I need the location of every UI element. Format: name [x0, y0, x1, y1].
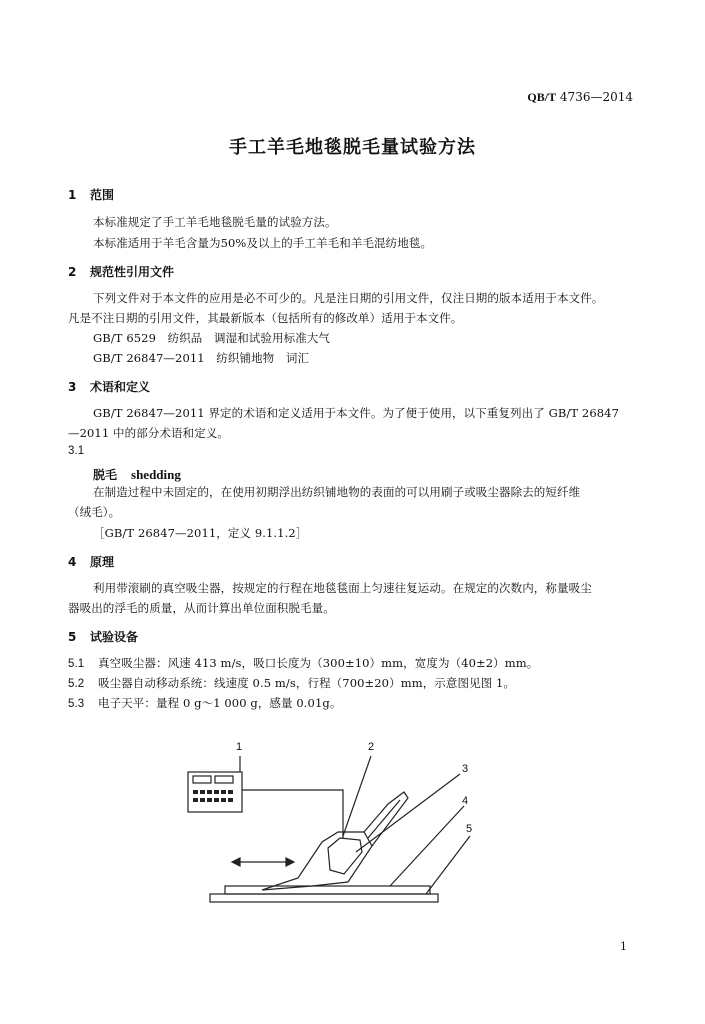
- section-title: 术语和定义: [90, 380, 151, 394]
- leader-line: [343, 756, 371, 836]
- equipment-item: [68, 655, 538, 671]
- item-number: 5.3: [68, 698, 85, 710]
- definition-line-2: （绒毛）。: [68, 505, 121, 519]
- item-number: 5.2: [68, 678, 85, 690]
- term-english: shedding: [131, 467, 181, 482]
- equipment-item: [68, 675, 515, 691]
- item-text: 电子天平：量程 0 g～1 000 g，感量 0.01g。: [98, 696, 342, 710]
- figure-label: 1: [236, 741, 243, 753]
- figure-label: 5: [466, 823, 473, 835]
- figure-label: 2: [368, 741, 375, 753]
- section-5-heading: [68, 628, 138, 645]
- controller-display: [193, 776, 211, 783]
- movement-arrow-icon: [232, 858, 294, 866]
- section-1-para-1: 本标准规定了手工羊毛地毯脱毛量的试验方法。: [93, 215, 337, 229]
- vacuum-handle: [364, 792, 408, 846]
- reference-2: GB/T 26847—2011 纺织铺地物 词汇: [93, 351, 310, 365]
- section-title: 范围: [90, 188, 115, 202]
- section-4-heading: [68, 553, 114, 570]
- section-number: 3: [68, 380, 77, 394]
- section-2-para-line-2: 凡是不注日期的引用文件，其最新版本（包括所有的修改单）适用于本文件。: [68, 311, 463, 325]
- carpet-sample: [225, 886, 430, 894]
- term-entry: [93, 464, 181, 483]
- definition-line-1: 在制造过程中未固定的，在使用初期浮出纺织铺地物的表面的可以用刷子或吸尘器除去的短纤维: [93, 485, 581, 499]
- figure-1-schematic: [0, 720, 705, 920]
- section-1-heading: [68, 186, 114, 203]
- standard-code-number: 4736—2014: [559, 90, 633, 104]
- term-chinese: 脱毛: [93, 468, 118, 482]
- section-number: 1: [68, 188, 77, 202]
- section-number: 4: [68, 555, 77, 569]
- section-3-para-line-2: —2011 中的部分术语和定义。: [68, 426, 230, 440]
- vacuum-body: [262, 832, 372, 890]
- section-4-para-line-2: 器吸出的浮毛的质量，从而计算出单位面积脱毛量。: [68, 601, 335, 615]
- item-number: 5.1: [68, 658, 85, 670]
- controller-display: [215, 776, 233, 783]
- document-title: 手工羊毛地毯脱毛量试验方法: [229, 137, 476, 158]
- figure-label: 3: [462, 763, 469, 775]
- vacuum-handle: [368, 800, 400, 838]
- item-text: 吸尘器自动移动系统：线速度 0.5 m/s，行程（700±20）mm，示意图见图 1。: [98, 676, 516, 690]
- section-title: 规范性引用文件: [90, 265, 175, 279]
- control-cable: [242, 790, 343, 838]
- leader-line: [426, 836, 470, 894]
- definition-source: ［GB/T 26847—2011，定义 9.1.1.2］: [93, 526, 308, 540]
- figure-label: 4: [462, 795, 469, 807]
- item-text: 真空吸尘器：风速 413 m/s，吸口长度为（300±10）mm，宽度为（40±2）mm。: [98, 656, 539, 670]
- section-title: 试验设备: [90, 630, 139, 644]
- section-title: 原理: [90, 555, 115, 569]
- subsection-number: 3.1: [68, 445, 85, 457]
- controller-keypad: [193, 790, 233, 802]
- section-1-para-2: 本标准适用于羊毛含量为50%及以上的手工羊毛和羊毛混纺地毯。: [93, 236, 433, 250]
- standard-code-prefix: QB/T: [527, 90, 557, 104]
- equipment-item: [68, 695, 341, 711]
- section-4-para-line-1: 利用带滚刷的真空吸尘器，按规定的行程在地毯毯面上匀速往复运动。在规定的次数内，称量吸尘: [93, 581, 592, 595]
- base-plate: [210, 894, 438, 902]
- section-number: 2: [68, 265, 77, 279]
- section-3-para-line-1: GB/T 26847—2011 界定的术语和定义适用于本文件。为了便于使用，以下重复列出了 GB/T 26847: [93, 406, 620, 420]
- reference-1: GB/T 6529 纺织品 调湿和试验用标准大气: [93, 331, 331, 345]
- section-number: 5: [68, 630, 77, 644]
- section-2-heading: [68, 263, 174, 280]
- page-number: 1: [620, 940, 627, 953]
- standard-code: [527, 90, 633, 105]
- section-3-heading: [68, 378, 150, 395]
- section-2-para-line-1: 下列文件对于本文件的应用是必不可少的。凡是注日期的引用文件，仅注日期的版本适用于本文件。: [93, 291, 604, 305]
- leader-line: [356, 774, 460, 852]
